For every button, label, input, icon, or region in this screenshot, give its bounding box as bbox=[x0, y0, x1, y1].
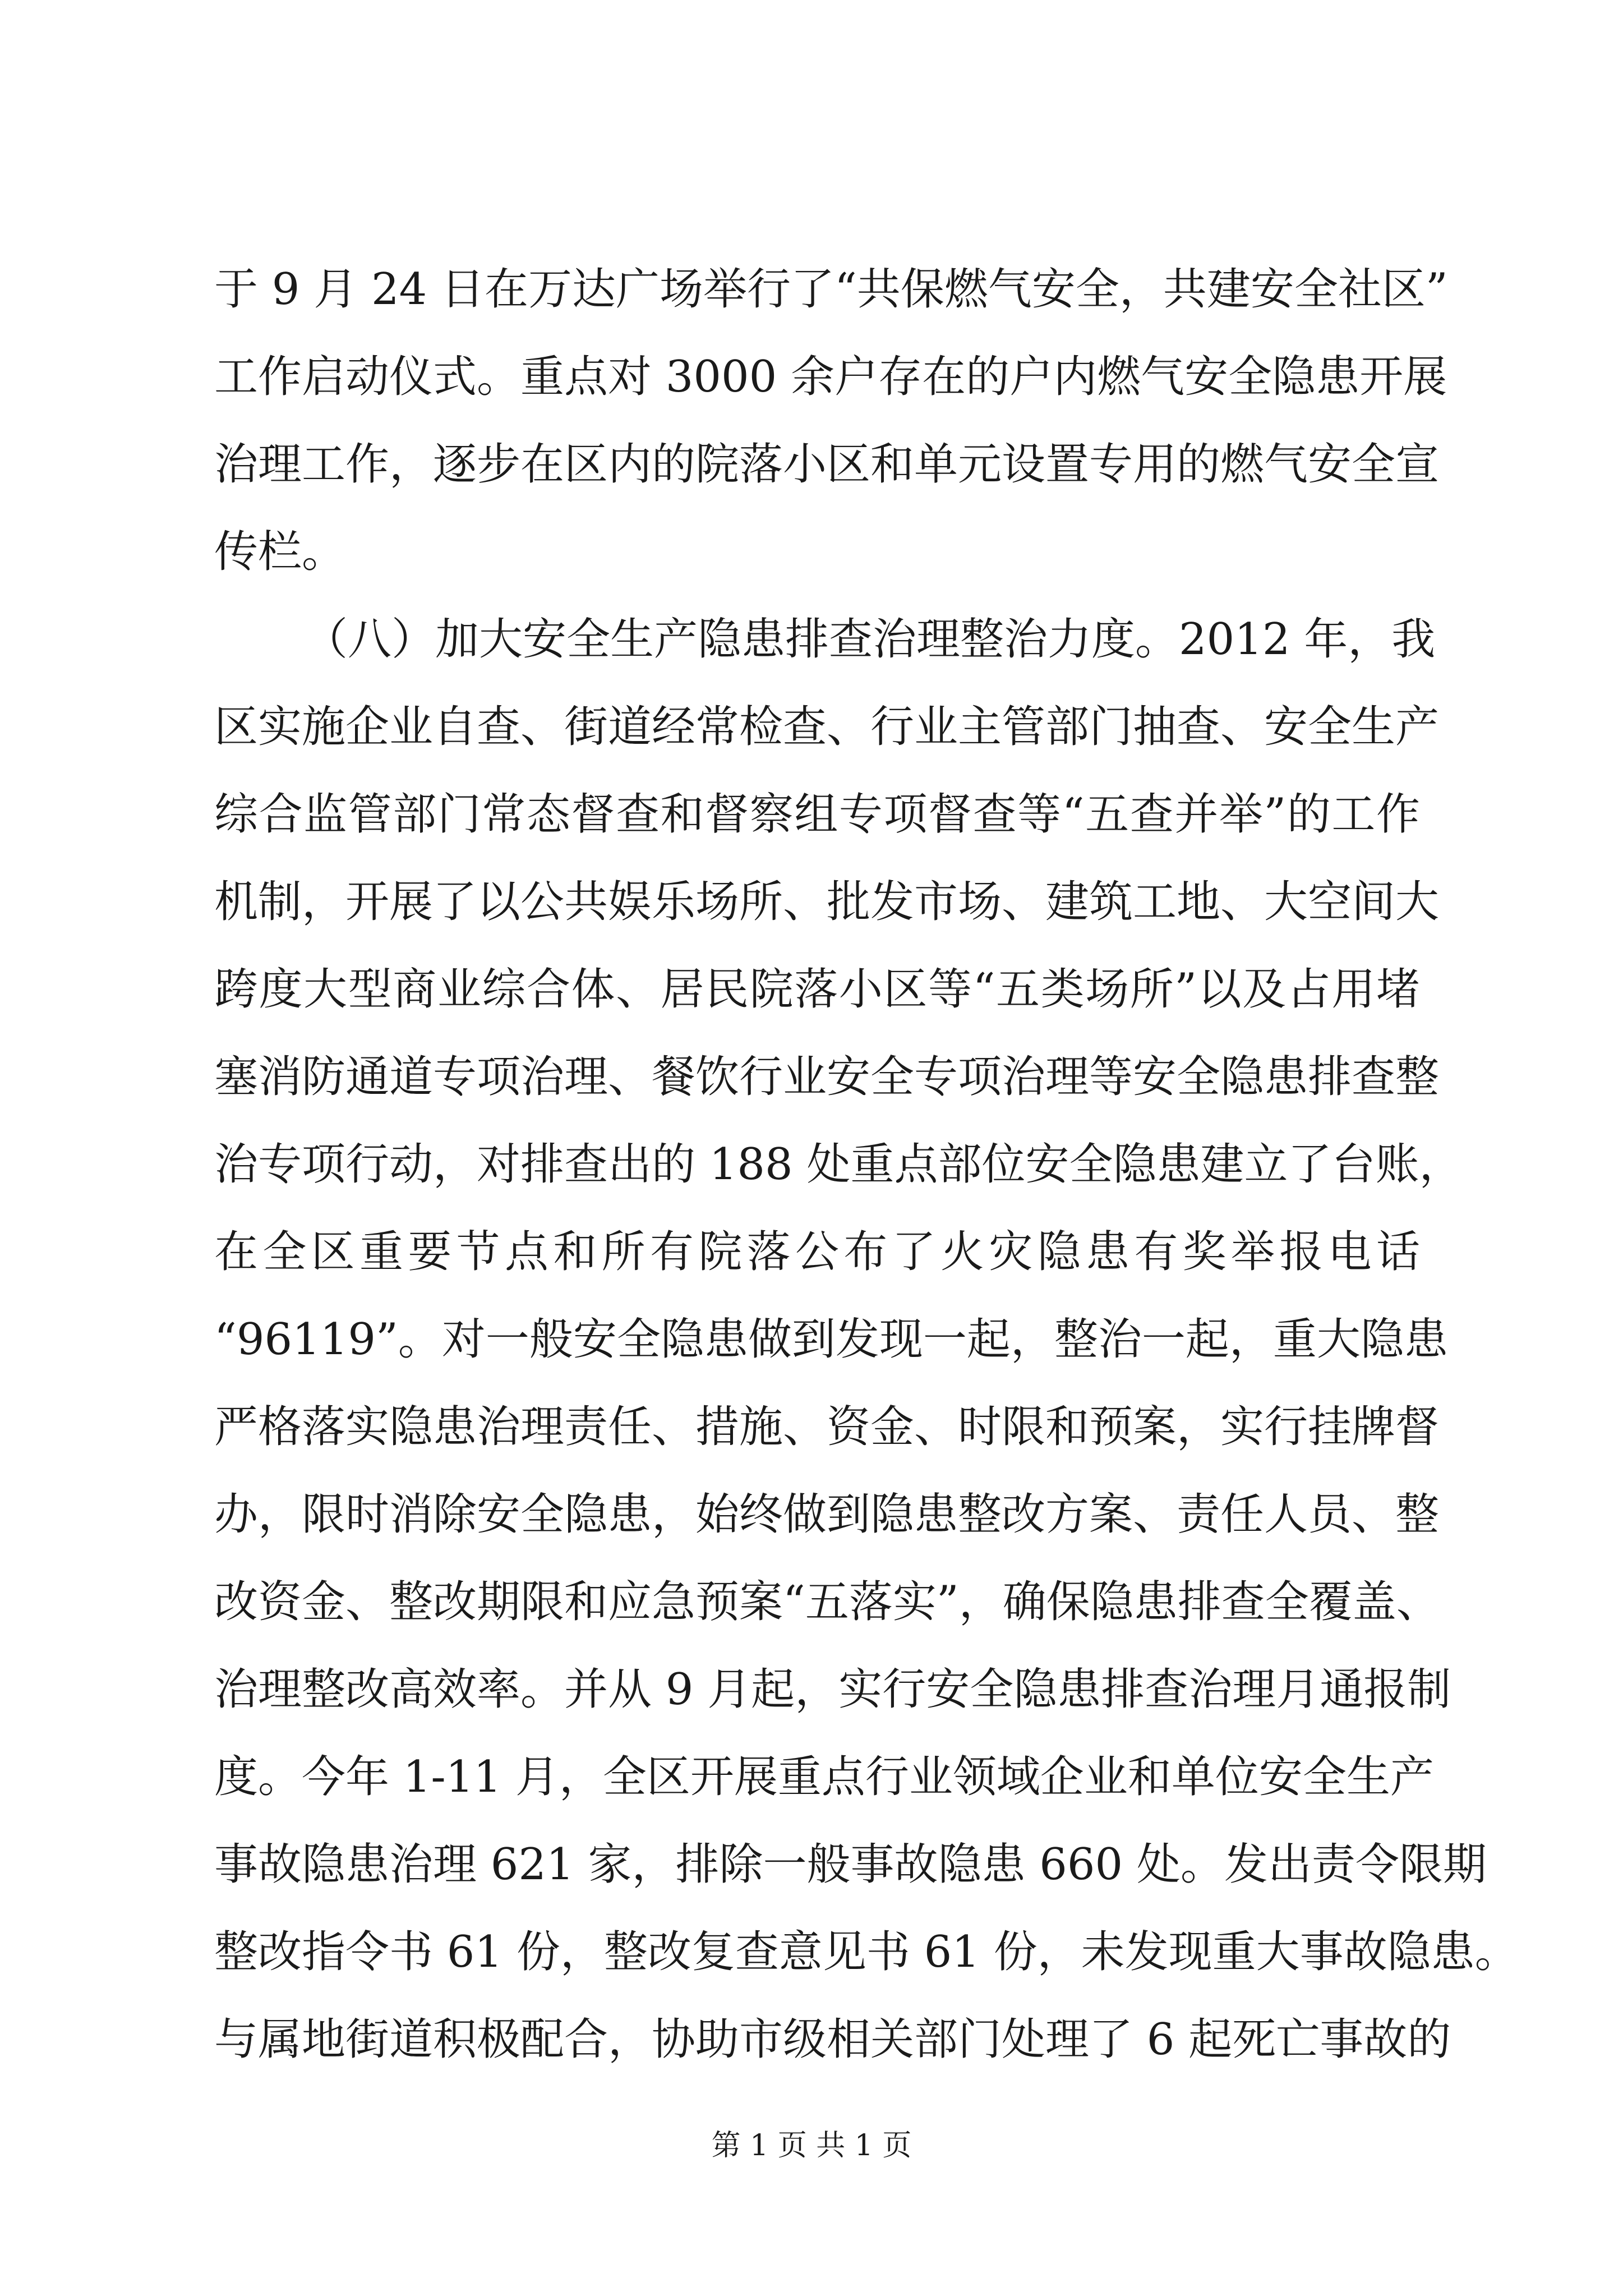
text-line: 跨度大型商业综合体、居民院落小区等“五类场所”以及占用堵 bbox=[214, 964, 1420, 1015]
paragraph-2 bbox=[214, 596, 1519, 2083]
text-line: 治理整改高效率。并从 9 月起，实行安全隐患排查治理月通报制 bbox=[214, 1664, 1451, 1715]
text-line: 工作启动仪式。重点对 3000 余户存在的户内燃气安全隐患开展 bbox=[214, 352, 1447, 402]
paragraph-1 bbox=[214, 246, 1448, 596]
text-line: 整改指令书 61 份，整改复查意见书 61 份，未发现重大事故隐患。 bbox=[214, 1927, 1519, 1977]
text-line: 在全区重要节点和所有院落公布了火灾隐患有奖举报电话 bbox=[214, 1227, 1420, 1277]
text-line: 治理工作，逐步在区内的院落小区和单元设置专用的燃气安全宣 bbox=[214, 439, 1440, 490]
text-line: 度。今年 1-11 月，全区开展重点行业领域企业和单位安全生产 bbox=[214, 1752, 1434, 1802]
page-footer bbox=[0, 2126, 1623, 2165]
text-line: 改资金、整改期限和应急预案“五落实”，确保隐患排查全覆盖、 bbox=[214, 1577, 1440, 1627]
text-line: 机制，开展了以公共娱乐场所、批发市场、建筑工地、大空间大 bbox=[214, 877, 1440, 927]
body-text bbox=[214, 246, 1519, 2083]
text-line: 治专项行动，对排查出的 188 处重点部位安全隐患建立了台账， bbox=[214, 1139, 1463, 1190]
text-line: “96119”。对一般安全隐患做到发现一起，整治一起，重大隐患 bbox=[214, 1314, 1448, 1365]
text-line: 与属地街道积极配合，协助市级相关部门处理了 6 起死亡事故的 bbox=[214, 2014, 1451, 2065]
text-line: 塞消防通道专项治理、餐饮行业安全专项治理等安全隐患排查整 bbox=[214, 1052, 1440, 1102]
text-line: 区实施企业自查、街道经常检查、行业主管部门抽查、安全生产 bbox=[214, 702, 1440, 752]
text-line: 于 9 月 24 日在万达广场举行了“共保燃气安全，共建安全社区” bbox=[214, 264, 1448, 315]
text-line: 综合监管部门常态督查和督察组专项督查等“五查并举”的工作 bbox=[214, 789, 1420, 840]
text-line: 严格落实隐患治理责任、措施、资金、时限和预案，实行挂牌督 bbox=[214, 1402, 1440, 1452]
text-line: 事故隐患治理 621 家，排除一般事故隐患 660 处。发出责令限期 bbox=[214, 1839, 1487, 1890]
text-line: 办，限时消除安全隐患，始终做到隐患整改方案、责任人员、整 bbox=[214, 1489, 1440, 1540]
text-line: （八）加大安全生产隐患排查治理整治力度。2012 年，我 bbox=[304, 614, 1436, 665]
text-line: 传栏。 bbox=[214, 527, 346, 577]
page-number-label: 第 1 页 共 1 页 bbox=[711, 2129, 912, 2162]
